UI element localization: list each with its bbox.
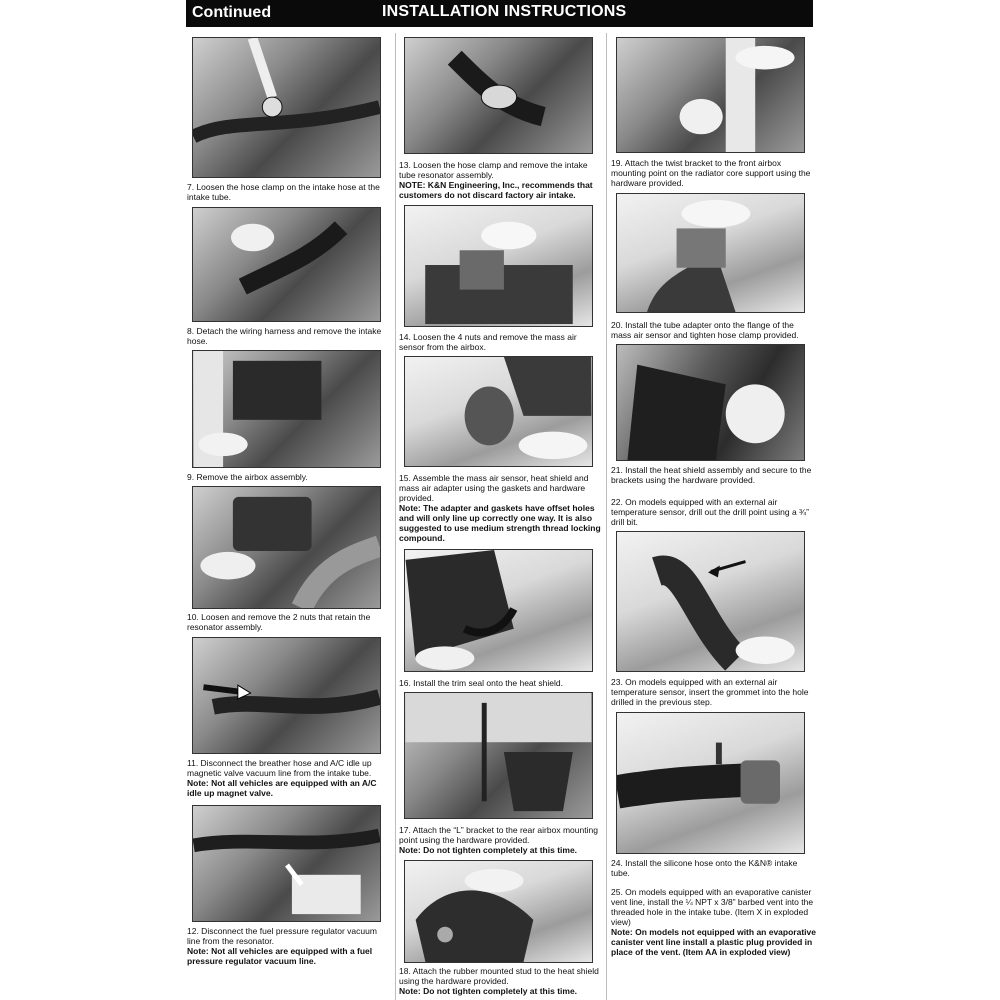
step-19-caption [611, 158, 816, 188]
step-24-text: 24. Install the silicone hose onto the K&N® intake tube. [611, 858, 798, 878]
step-15-text: 15. Assemble the mass air sensor, heat shield and mass air adapter using the gaskets and hardware provided. [399, 473, 589, 503]
step-10-caption [187, 612, 387, 632]
step-20-caption [611, 320, 816, 340]
step-7-text: 7. Loosen the hose clamp on the intake hose at the intake tube. [187, 182, 380, 202]
step-15-note: Note: The adapter and gaskets have offset holes and will only line up correctly one way. It is also suggested to use medium strength thread locking compound. [399, 503, 601, 543]
step-13-note: NOTE: K&N Engineering, Inc., recommends that customers do not discard factory air intake. [399, 180, 593, 200]
step-10-photo [192, 486, 381, 609]
step-25-text: 25. On models equipped with an evaporative canister vent line, install the ¼ NPT x 3/8” barbed vent into the threaded hole in the intake tube. (Item X in exploded view) [611, 887, 814, 927]
step-16-caption [399, 678, 604, 688]
step-15-photo [404, 356, 593, 467]
step-7-photo [192, 37, 381, 178]
step-12-note: Note: Not all vehicles are equipped with a fuel pressure regulator vacuum line. [187, 946, 373, 966]
step-15-caption [399, 473, 604, 543]
step-18-note: Note: Do not tighten completely at this time. [399, 986, 578, 996]
step-24-caption [611, 858, 816, 878]
step-11-caption [187, 758, 387, 798]
step-20-photo [616, 193, 805, 313]
step-14-caption [399, 332, 604, 352]
page-header [186, 0, 813, 27]
step-17-caption [399, 825, 604, 855]
step-16-text: 16. Install the trim seal onto the heat shield. [399, 678, 563, 688]
step-22-caption [611, 497, 816, 527]
step-18-photo [404, 860, 593, 963]
step-9-caption [187, 472, 387, 482]
step-25-note: Note: On models not equipped with an evaporative canister vent line install a plastic plug provided in place of the vent. (Item AA in exploded view) [611, 927, 816, 957]
step-9-text: 9. Remove the airbox assembly. [187, 472, 308, 482]
step-9-photo [192, 350, 381, 468]
step-22-photo [616, 531, 805, 672]
step-19-photo [616, 37, 805, 153]
step-17-note: Note: Do not tighten completely at this time. [399, 845, 578, 855]
step-11-photo [192, 637, 381, 754]
page-title: INSTALLATION INSTRUCTIONS [382, 3, 627, 20]
step-23-caption [611, 677, 816, 707]
step-14-text: 14. Loosen the 4 nuts and remove the mass air sensor from the airbox. [399, 332, 577, 352]
step-12-text: 12. Disconnect the fuel pressure regulator vacuum line from the resonator. [187, 926, 377, 946]
step-25-caption [611, 887, 816, 957]
step-21-caption [611, 465, 816, 485]
step-12-photo [192, 805, 381, 922]
step-22-text: 22. On models equipped with an external air temperature sensor, drill out the drill point using a ¾” drill bit. [611, 497, 809, 527]
step-20-text: 20. Install the tube adapter onto the flange of the mass air sensor and tighten hose clamp provided. [611, 320, 799, 340]
step-17-photo [404, 692, 593, 819]
step-17-text: 17. Attach the “L” bracket to the rear airbox mounting point using the hardware provided. [399, 825, 598, 845]
step-21-photo [616, 344, 805, 461]
step-19-text: 19. Attach the twist bracket to the front airbox mounting point on the radiator core support using the hardware provided. [611, 158, 811, 188]
step-24-photo [616, 712, 805, 854]
step-21-text: 21. Install the heat shield assembly and secure to the brackets using the hardware provided. [611, 465, 812, 485]
step-18-text: 18. Attach the rubber mounted stud to the heat shield using the hardware provided. [399, 966, 599, 986]
step-12-caption [187, 926, 387, 966]
column-divider [395, 33, 396, 1000]
step-13-caption [399, 160, 604, 200]
column-divider [606, 33, 607, 1000]
step-8-text: 8. Detach the wiring harness and remove the intake hose. [187, 326, 382, 346]
step-11-text: 11. Disconnect the breather hose and A/C idle up magnetic valve vacuum line from the intake tube. [187, 758, 372, 778]
step-11-note: Note: Not all vehicles are equipped with an A/C idle up magnet valve. [187, 778, 377, 798]
step-16-photo [404, 549, 593, 672]
step-8-caption [187, 326, 387, 346]
step-14-photo [404, 205, 593, 327]
step-8-photo [192, 207, 381, 322]
step-18-caption [399, 966, 604, 996]
step-7-caption [187, 182, 387, 202]
step-10-text: 10. Loosen and remove the 2 nuts that retain the resonator assembly. [187, 612, 371, 632]
continued-label: Continued [192, 4, 272, 21]
step-13-text: 13. Loosen the hose clamp and remove the intake tube resonator assembly. [399, 160, 588, 180]
step-13-photo [404, 37, 593, 154]
step-23-text: 23. On models equipped with an external air temperature sensor, insert the grommet into the hole drilled in the previous step. [611, 677, 809, 707]
